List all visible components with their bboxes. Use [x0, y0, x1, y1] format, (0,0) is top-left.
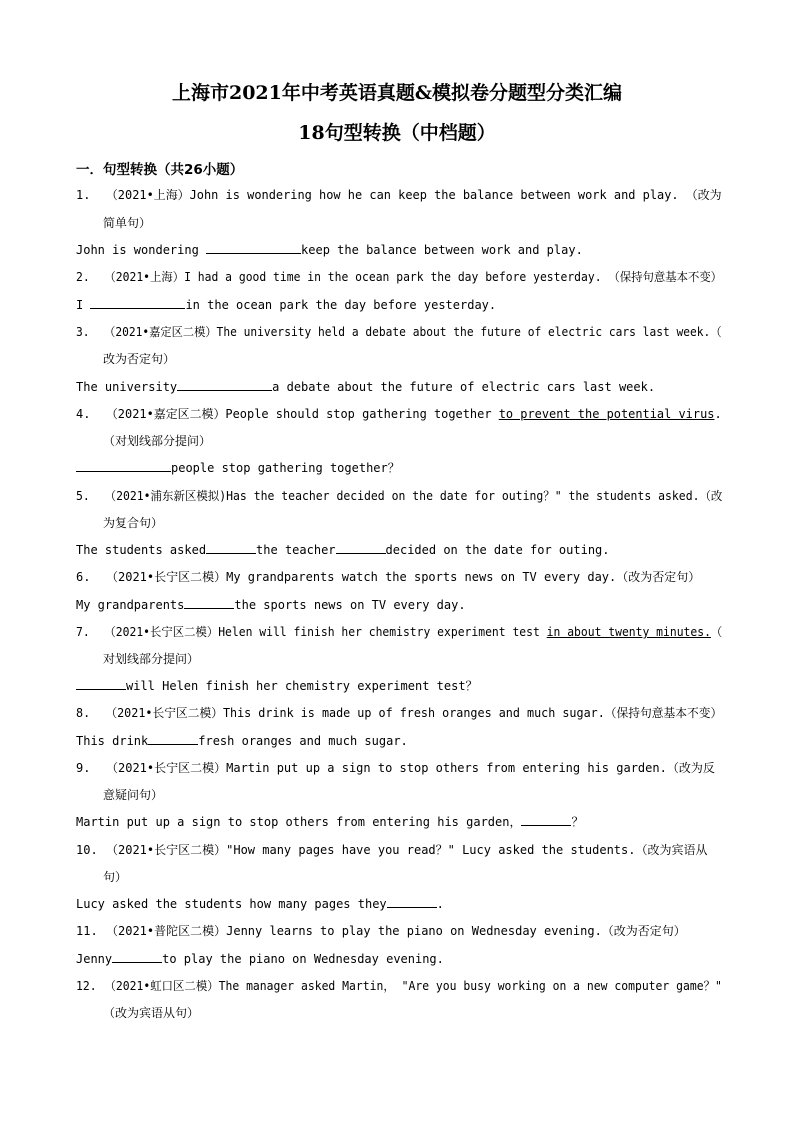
question-1-cont: 简单句）	[103, 216, 152, 230]
answer-blank[interactable]	[387, 896, 437, 908]
answer-blank[interactable]	[184, 597, 234, 609]
question-3: 3. （2021•嘉定区二模）The university held a debate about the future of electric cars last week.（	[76, 325, 722, 339]
underlined-phrase: in about twenty minutes.	[546, 625, 711, 639]
answer-blank[interactable]	[76, 460, 171, 472]
answer-line-11: Jenny to play the piano on Wednesday evening.	[76, 952, 444, 966]
section-heading: 一．句型转换（共26小题）	[76, 162, 244, 178]
question-4: 4. （2021•嘉定区二模）People should stop gathering together to prevent the potential virus.	[76, 407, 722, 421]
question-10: 10. （2021•长宁区二模）"How many pages have you read？" Lucy asked the students.（改为宾语从	[76, 843, 708, 857]
answer-line-3: The university a debate about the future of electric cars last week.	[76, 380, 656, 394]
question-1: 1. （2021•上海）John is wondering how he can keep the balance between work and play. （改为	[76, 188, 722, 202]
question-7-cont: 对划线部分提问）	[103, 652, 200, 666]
question-5: 5. （2021•浦东新区模拟)Has the teacher decided on the date for outing？" the students asked.（改	[76, 489, 723, 503]
answer-line-5: The students asked the teacher decided on the date for outing.	[76, 543, 610, 557]
answer-line-2: I in the ocean park the day before yesterday.	[76, 298, 497, 312]
answer-line-7: will Helen finish her chemistry experiment test？	[76, 677, 478, 695]
question-10-cont: 句）	[103, 870, 128, 884]
question-12-cont: （改为宾语从句）	[103, 1006, 200, 1020]
underlined-phrase: to prevent the potential virus	[498, 407, 715, 421]
question-2: 2. （2021•上海）I had a good time in the ocean park the day before yesterday. （保持句意基本不变）	[76, 270, 723, 284]
answer-blank[interactable]	[206, 242, 301, 254]
answer-line-9: Martin put up a sign to stop others from entering his garden， ？	[76, 815, 584, 829]
document-subtitle: 18句型转换（中档题）	[298, 122, 496, 144]
answer-line-8: This drink fresh oranges and much sugar.	[76, 734, 408, 748]
question-7: 7. （2021•长宁区二模）Helen will finish her chemistry experiment test in about twenty minutes.（	[76, 625, 723, 639]
answer-blank[interactable]	[177, 379, 272, 391]
question-8: 8. （2021•长宁区二模）This drink is made up of fresh oranges and much sugar.（保持句意基本不变）	[76, 706, 723, 720]
answer-blank[interactable]	[112, 951, 162, 963]
answer-line-10: Lucy asked the students how many pages they .	[76, 897, 444, 911]
question-5-cont: 为复合句）	[103, 516, 164, 530]
question-6: 6. （2021•长宁区二模）My grandparents watch the sports news on TV every day.（改为否定句）	[76, 570, 701, 584]
answer-blank[interactable]	[206, 542, 256, 554]
answer-blank[interactable]	[148, 733, 198, 745]
document-title: 上海市2021年中考英语真题&模拟卷分题型分类汇编	[171, 82, 623, 104]
question-3-cont: 改为否定句）	[103, 352, 176, 366]
answer-line-1: John is wondering keep the balance between work and play.	[76, 243, 583, 257]
answer-blank[interactable]	[76, 678, 126, 690]
question-11: 11. （2021•普陀区二模）Jenny learns to play the piano on Wednesday evening.（改为否定句）	[76, 924, 686, 938]
question-9: 9. （2021•长宁区二模）Martin put up a sign to stop others from entering his garden.（改为反	[76, 761, 715, 775]
answer-line-6: My grandparents the sports news on TV every day.	[76, 598, 466, 612]
answer-line-4: people stop gathering together？	[76, 459, 400, 477]
question-4-cont: （对划线部分提问）	[103, 434, 212, 448]
answer-blank[interactable]	[521, 814, 571, 826]
answer-blank[interactable]	[90, 297, 185, 309]
question-9-cont: 意疑问句）	[103, 788, 164, 802]
question-12: 12. （2021•虹口区二模）The manager asked Martin， "Are you busy working on a new computer game？"	[76, 979, 722, 993]
answer-blank[interactable]	[336, 542, 386, 554]
